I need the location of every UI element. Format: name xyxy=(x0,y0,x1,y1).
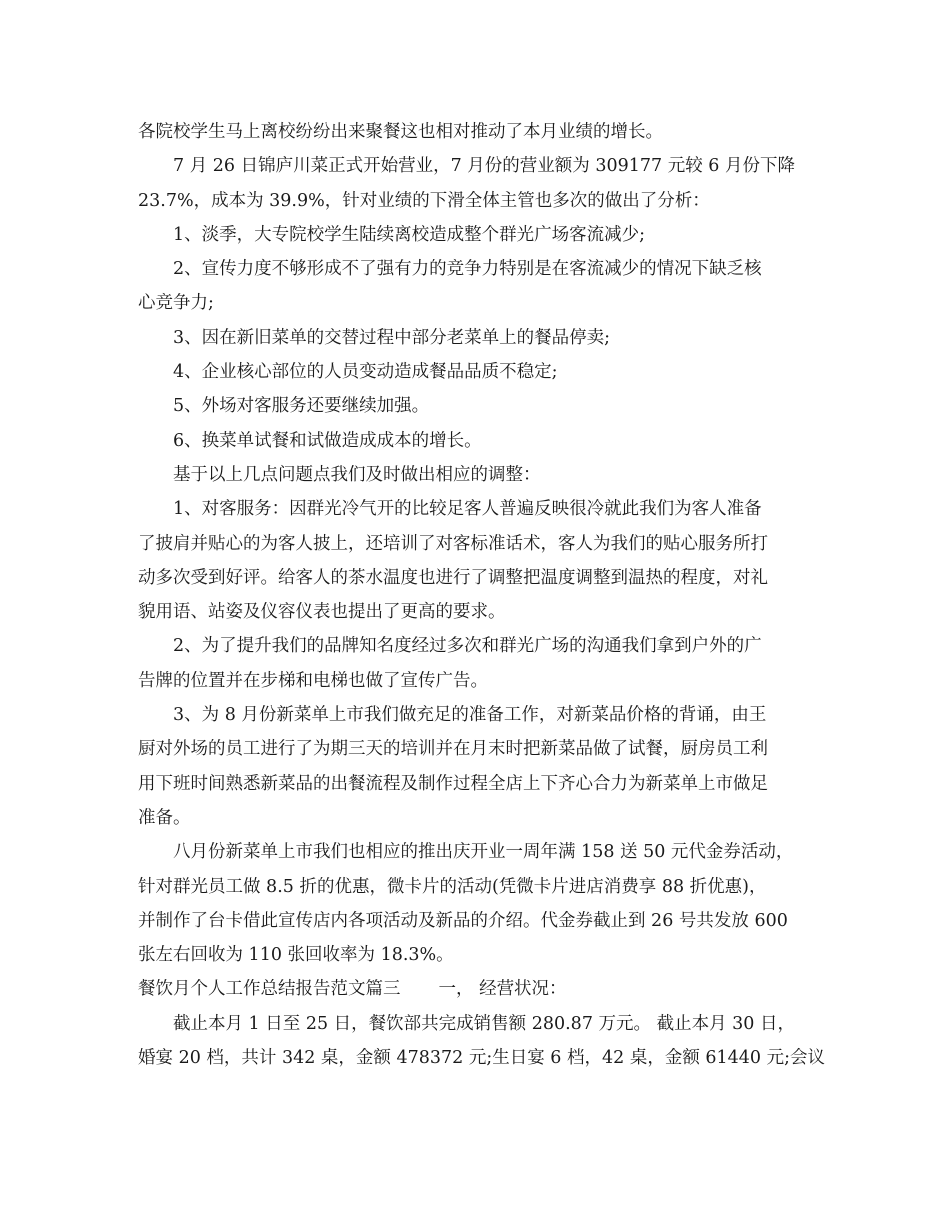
text-line: 1、淡季，大专院校学生陆续离校造成整个群光广场客流减少; xyxy=(173,224,646,245)
text-line: 5、外场对客服务还要继续加强。 xyxy=(173,396,430,417)
body-text-block-1 xyxy=(138,115,818,972)
text-line: 截止本月 1 日至 25 日，餐饮部共完成销售额 280.87 万元。 截止本月 30 日， xyxy=(173,1013,795,1034)
text-line: 貌用语、站姿及仪容仪表也提出了更高的要求。 xyxy=(138,602,506,623)
body-text-block-2 xyxy=(138,1007,826,1076)
text-line: 张左右回收为 110 张回收率为 18.3%。 xyxy=(138,945,454,966)
text-line: 基于以上几点问题点我们及时做出相应的调整： xyxy=(173,464,541,485)
text-line: 6、换菜单试餐和试做造成成本的增长。 xyxy=(173,430,482,451)
text-line: 并制作了台卡借此宣传店内各项活动及新品的介绍。代金券截止到 26 号共发放 600 xyxy=(138,910,788,931)
section-heading-subtitle: 一， 经营状况： xyxy=(438,979,567,1000)
text-line: 4、企业核心部位的人员变动造成餐品品质不稳定; xyxy=(173,362,558,383)
text-line: 用下班时间熟悉新菜品的出餐流程及制作过程全店上下齐心合力为新菜单上市做足 xyxy=(138,773,768,794)
text-line: 3、因在新旧菜单的交替过程中部分老菜单上的餐品停卖; xyxy=(173,327,611,348)
text-line: 23.7%，成本为 39.9%，针对业绩的下滑全体主管也多次的做出了分析： xyxy=(138,190,710,211)
section-heading xyxy=(138,972,818,1006)
document-body xyxy=(138,115,826,1075)
text-line: 各院校学生马上离校纷纷出来聚餐这也相对推动了本月业绩的增长。 xyxy=(138,122,663,142)
text-line: 了披肩并贴心的为客人披上，还培训了对客标准话术，客人为我们的贴心服务所打 xyxy=(138,533,768,554)
section-heading-title: 餐饮月个人工作总结报告范文篇三 xyxy=(138,979,401,1000)
text-line: 婚宴 20 档，共计 342 桌，金额 478372 元;生日宴 6 档，42 桌，金额 61440 元;会议 xyxy=(138,1048,826,1069)
text-line: 准备。 xyxy=(138,807,191,828)
text-line: 动多次受到好评。给客人的茶水温度也进行了调整把温度调整到温热的程度，对礼 xyxy=(138,567,768,588)
text-line: 2、为了提升我们的品牌知名度经过多次和群光广场的沟通我们拿到户外的广 xyxy=(173,636,762,657)
text-line: 告牌的位置并在步梯和电梯也做了宣传广告。 xyxy=(138,670,488,691)
text-line: 2、宣传力度不够形成不了强有力的竞争力特别是在客流减少的情况下缺乏核 xyxy=(173,259,762,280)
text-line: 八月份新菜单上市我们也相应的推出庆开业一周年满 158 送 50 元代金券活动， xyxy=(173,842,794,863)
text-line: 1、对客服务：因群光冷气开的比较足客人普遍反映很冷就此我们为客人准备 xyxy=(173,499,762,520)
text-line: 7 月 26 日锦庐川菜正式开始营业，7 月份的营业额为 309177 元较 6 月份下降 xyxy=(173,156,795,177)
text-line: 3、为 8 月份新菜单上市我们做充足的准备工作，对新菜品价格的背诵，由王 xyxy=(173,705,767,726)
text-line: 厨对外场的员工进行了为期三天的培训并在月末时把新菜品做了试餐，厨房员工利 xyxy=(138,739,768,760)
text-line: 针对群光员工做 8.5 折的优惠，微卡片的活动(凭微卡片进店消费享 88 折优惠)， xyxy=(138,876,767,897)
text-line: 心竞争力; xyxy=(138,293,214,314)
